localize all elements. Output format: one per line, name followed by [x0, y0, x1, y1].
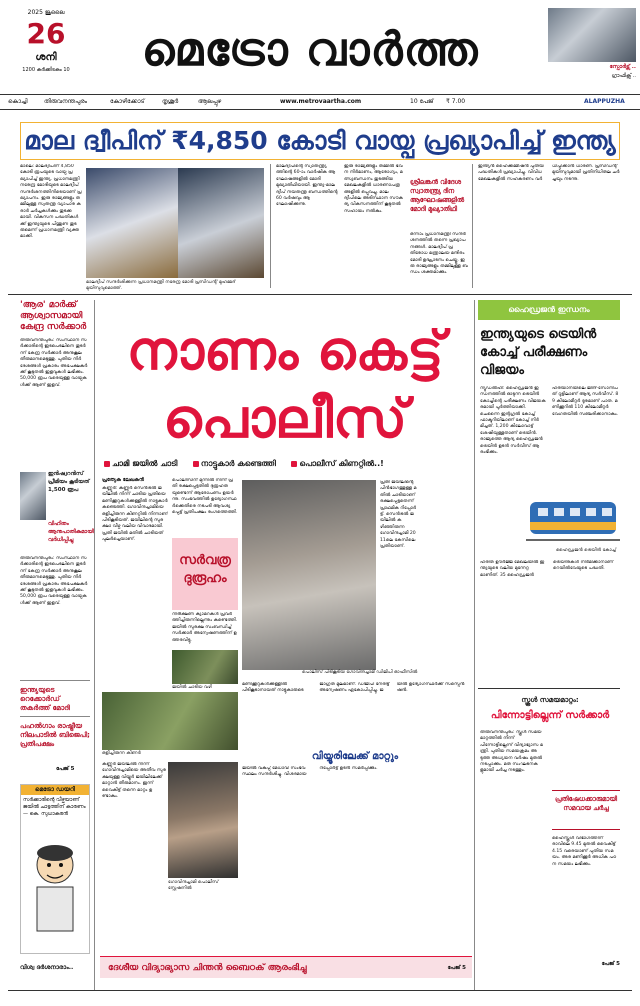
date-year: 2025 ജൂലൈ — [27, 9, 65, 16]
masthead: മെട്രോ വാർത്ത — [141, 22, 479, 76]
lead-pull-text: സർവത്ര ദുരൂഹം — [179, 553, 231, 586]
left-brief1-text: തിരുവനന്തപുരം: സംസ്ഥാന സർക്കാരിന്റെ ഇടപെടലിനെ തുടർന്ന് കേന്ദ്ര സർക്കാർ അനുകൂല തീരുമാനമെടുത്തു. പുതിയ നിർദേശങ്ങൾ പ്രകാരം അപേക്ഷകർക്ക് കൂടുതൽ ഇളവുകൾ ലഭിക്കും. 50,000 രൂപ വരെയുള്ള വായ്പകൾക്ക് ആണ് ഇളവ്. — [20, 338, 88, 388]
lead-caption-main: പൊലീസ് പിടികൂടിയ ഗോവിന്ദച്ചാമി ഡിജിപി ഓഫീസിൽ — [302, 670, 418, 675]
top-story-col3: ഇരു രാജ്യങ്ങളും തമ്മിൽ ഭവന നിർമാണം, ആരോഗ്യം, മത്സ്യബന്ധനം തുടങ്ങിയ മേഖലകളിൽ ധാരണാപത്രങ്ങളിൽ ഒപ്പുവച്ചു. മാലദ്വീപിലെ അടിസ്ഥാന സൗകര്യ വികസനത്തിന് കൂടുതൽ സഹായം നൽകും. — [344, 164, 403, 214]
lead-bottom-text: ദേശീയ വിദ്യാഭ്യാസ ചിന്തൻ ബൈഠക് ആരംഭിച്ചു — [108, 963, 307, 973]
left-stat1: ഇൻഷ്വറൻസ് പ്രീമിയം കൂടിയത് 1,500 രൂപ — [48, 471, 90, 493]
left-brief-photo — [20, 472, 46, 520]
cartoon-text: സർക്കാരിന്റെ വീഴ്ചയാണ് ജയിൽ ചാട്ടത്തിന് കാരണം — കെ. സുധാകരൻ — [23, 797, 86, 817]
siren-icon — [104, 461, 110, 467]
right-col2: ഹരിയാനയിലെ ജിന്ദ്-സോനിപത് റൂട്ടിലാണ് ആദ്യ സർവീസ്. 89 കിലോമീറ്റർ ദൂരമാണ് പാത. മണിക്കൂറിൽ 110 കിലോമീറ്റർ വേഗതയിൽ സഞ്ചരിക്കാനാകും. — [552, 386, 619, 417]
ear-photo — [548, 8, 636, 62]
edition-tsr[interactable]: തൃശൂർ — [162, 98, 179, 105]
lead-bottom-bar[interactable] — [100, 956, 472, 978]
right-col1: ന്യൂഡൽഹി: ഹൈഡ്രജൻ ഇന്ധനത്തിൽ ഓടുന്ന ട്രെയിൻ കോച്ചിന്റെ പരീക്ഷണം വിജയകരമായി പൂർത്തിയാക്കി. ചെന്നൈ ഇന്റഗ്രൽ കോച്ച് ഫാക്ടറിയിലാണ് കോച്ച് നിർമിച്ചത്. 1,200 കിലോവാട്ട് ശേഷിയുള്ളതാണ് ട്രെയിൻ. രാജ്യത്തെ ആദ്യ ഹൈഡ്രജൻ ട്രെയിൻ ഉടൻ സർവീസ് ആരംഭിക്കും. — [480, 386, 546, 456]
edition-name: ALAPPUZHA — [584, 98, 625, 105]
lead-col3: പ്രതി ജയിലിന്റെ പിൻഭാഗത്തുള്ള മതിൽ ചാടിയാണ് രക്ഷപ്പെട്ടതെന്ന് പ്രാഥമിക റിപ്പോർട്ട്. സെൻട്രൽ ജയിലിൽ കഴിഞ്ഞിരുന്ന ഗോവിന്ദച്ചാമി 2011ലെ കേസിലെ പ്രതിയാണ്. — [380, 480, 417, 550]
lead-bottom-ref: പേജ് 5 — [447, 965, 466, 971]
top-photo-muizzu — [178, 168, 264, 278]
day-name: ശനി — [35, 52, 57, 63]
left-brief1-title[interactable]: 'ആര' മാർക്ക് ആശ്വാസമായി കേന്ദ്ര സർക്കാർ — [20, 300, 87, 332]
lead-caption-well: ഒളിച്ചിരുന്ന കിണർ — [102, 751, 141, 756]
train-caption: ഹൈഡ്രജൻ ട്രെയിൻ കോച്ച് — [555, 548, 617, 553]
ear-label: സ്പോർട്സ് .. — [609, 64, 636, 70]
lead-caption-prisoner: ഗോവിന്ദച്ചാമി പൊലീസ് സ്റ്റേഷനിൽ — [168, 880, 219, 891]
cartoon-title: മെട്രോ ഡയറി — [21, 785, 89, 795]
edition-alp[interactable]: ആലപ്പുഴ — [198, 98, 222, 105]
malayalam-date: 1200 കർക്കിടകം 10 — [22, 67, 70, 73]
lead-subhead-2: നാട്ടുകാർ കണ്ടെത്തി — [200, 459, 276, 468]
ear-panel[interactable] — [548, 8, 636, 88]
edition-kkd[interactable]: കോഴിക്കോട് — [110, 98, 145, 105]
right-col5: ഹൈസ്കൂൾ വിഭാഗത്തിന് രാവിലെ 9.45 മുതൽ വൈകിട്ട് 4.15 വരെയാണ് പുതിയ സമയം. അര മണിക്കൂർ അധിക പഠന സമയം ലഭിക്കും. — [552, 836, 617, 867]
lead-headline-1[interactable]: നാണം കെട്ട് — [126, 319, 444, 382]
price: ₹ 7.00 — [446, 98, 466, 105]
right-col4: തിരുവനന്തപുരം: സ്കൂൾ സമയമാറ്റത്തിൽ നിന്ന് പിന്നോട്ടില്ലെന്ന് വിദ്യാഭ്യാസ മന്ത്രി. പുതിയ സമയക്രമം അടുത്ത അധ്യയന വർഷം മുതൽ നടപ്പാക്കും. മത സംഘടനകളുമായി ചർച്ച നടത്തും. — [480, 730, 543, 774]
top-story-col5: ഇന്ത്യൻ ഹൈക്കമ്മീഷൻ പുതിയ പദ്ധതികൾ പ്രഖ്യാപിച്ചു. വിവിധ മേഖലകളിൽ സഹകരണം വർധിപ്പിക്കാൻ ധാരണ. പ്രസിഡന്റ് മുയിസുവുമായി പ്രതിനിധിതല ചർച്ചയും നടന്നു. — [478, 164, 620, 182]
lead-subhead-3: പൊലീസ് കിണറ്റിൽ..! — [299, 459, 384, 468]
lead-col1: കണ്ണൂർ: കണ്ണൂർ സെൻട്രൽ ജയിലിൽ നിന്ന് ചാടിയ പ്രതിയെ മണിക്കൂറുകൾക്കുള്ളിൽ നാട്ടുകാർ കണ്ടെത്തി. ഗോവിന്ദച്ചാമിയെ ഒളിച്ചിരുന്ന കിണറ്റിൽ നിന്നാണ് പിടികൂടിയത്. ജയിലിന്റെ സുരക്ഷാ വീഴ്ച വലിയ വിവാദമായി. പ്രതി ജയിൽ മതിൽ ചാടിയത് പുലർച്ചെയാണ്. — [102, 486, 168, 543]
lead-photo-prisoner — [168, 762, 238, 878]
right-section-label: ഹൈഡ്രജൻ ഇന്ധനം — [508, 305, 590, 314]
left-page-ref[interactable]: പേജ് 5 — [56, 766, 75, 772]
lead-col4: മണിക്കൂറുകൾക്കുള്ളിൽ പിടികൂടാനായത് നാട്ടുകാരുടെ ജാഗ്രത മൂലമാണ്. ഡിജിപി നേരിട്ട് അന്വേഷണം ഏകോപിപ്പിച്ചു. ജയിൽ ഉദ്യോഗസ്ഥർക്ക് സസ്പെൻഷൻ. — [242, 682, 465, 694]
top-story-col1: മാലെ: മാലദ്വീപിന് 4,850 കോടി രൂപയുടെ വായ്പ പ്രഖ്യാപിച്ച് ഇന്ത്യ. പ്രധാനമന്ത്രി നരേന്ദ്ര മോദിയുടെ മാലദ്വീപ് സന്ദർശനത്തിനിടെയാണ് പ്രഖ്യാപനം. ഇരു രാജ്യങ്ങളും തമ്മിലുള്ള സ്വതന്ത്ര വ്യാപാര കരാർ ചർച്ചകൾക്കും തുടക്കമായി. വികസന പദ്ധതികൾക്ക് ഇന്ത്യയുടെ പിന്തുണ തുടരുമെന്ന് പ്രധാനമന്ത്രി വ്യക്തമാക്കി. — [20, 164, 82, 240]
right-pull: പ്രതിഷേധക്കാരുമായി സമവായ ചർച്ച — [552, 790, 620, 830]
banner-headline[interactable]: മാല ദ്വീപിന് ₹4,850 കോടി വായ്പ പ്രഖ്യാപിച്ച് ഇന്ത്യ — [20, 122, 620, 160]
ear-sub: ഗ്രാഫിക്സ് .. — [611, 73, 636, 79]
right-page-ref[interactable]: പേജ് 5 — [601, 961, 620, 967]
train-image — [526, 482, 620, 548]
lead-col2b: നിരീക്ഷണ ക്യാമറകൾ പ്രവർത്തിച്ചിരുന്നില്ലെന്നും കണ്ടെത്തി. ജയിൽ സുരക്ഷ സംബന്ധിച്ച് സർക്കാർ അന്വേഷണത്തിന് ഉത്തരവിട്ടു. — [172, 612, 238, 643]
cartoon-box — [20, 784, 90, 954]
left-brief3[interactable]: പഹൽഗാം രാഷ്ട്രീയ നിലപാടിൽ ബിജെപി; പ്രതിപക്ഷം — [20, 722, 90, 748]
right-col3: ഹരിത ഊർജ്ജ മേഖലയിൽ ഇന്ത്യയുടെ വലിയ മുന്നേറ്റമാണിത്. 35 ഹൈഡ്രജൻ ട്രെയിനുകൾ നിർമിക്കാനാണ് റെയിൽവേയുടെ പദ്ധതി. — [480, 560, 614, 578]
left-stat2: വിഹിതം ആനുപാതികമായി വർധിപ്പിച്ചു — [48, 521, 94, 543]
right-headline2[interactable]: പിന്നോട്ടില്ലെന്ന് സർക്കാർ — [490, 710, 610, 721]
top-story-col2: മാലദ്വീപിന്റെ സ്വാതന്ത്ര്യത്തിന്റെ 60-ാം വാർഷിക ആഘോഷങ്ങളിൽ മോദി മുഖ്യാതിഥിയായി. ഇന്ത്യ-മാലദ്വീപ് നയതന്ത്ര ബന്ധത്തിന്റെ 60 വർഷവും ആഘോഷിക്കുന്നു. — [276, 164, 338, 208]
top-story-caption: മാലദ്വീപ് സന്ദർശിക്കുന്ന പ്രധാനമന്ത്രി നരേന്ദ്ര മോദി പ്രസിഡന്റ് മുഹമ്മദ് മുയിസുവുമൊത്ത്. — [86, 280, 236, 291]
lead-byline: പ്രത്യേക ലേഖകൻ — [102, 477, 144, 483]
edition-date — [8, 8, 84, 88]
left-brief2[interactable]: ഇന്ത്യയുടെ റെക്കോർഡ് തകർത്ത് മോദി — [20, 686, 70, 712]
page-count: 10 പേജ് — [410, 98, 434, 105]
top-story-col4: ഒന്നാം പ്രധാനമന്ത്രി സന്ദർശനത്തിൽ തന്നെ പ്രഖ്യാപനങ്ങൾ. മാലദ്വീപ് പ്രതിരോധ മന്ത്രാലയ മന്ദിരം മോദി ഉദ്ഘാടനം ചെയ്തു. ഇരു രാജ്യങ്ങളും തമ്മിലുള്ള ബന്ധം ശക്തമാക്കും. — [410, 232, 468, 276]
lead-subhead-1: ചാമി ജയിൽ ചാടി — [112, 459, 178, 468]
top-photo-modi — [86, 168, 178, 278]
cartoon-drawing — [21, 831, 89, 941]
top-story-pullquote: ശ്രീലങ്കൻ വിദേശ സ്വാതന്ത്ര്യ ദിന ആഘോഷങ്ങളിൽ മോദി മുഖ്യാതിഥി — [410, 178, 464, 213]
lead-headline-2[interactable]: പൊലീസ് — [162, 387, 408, 450]
lead-col5: കണ്ണൂർ ജയിലിൽ നിന്ന് ഗോവിന്ദച്ചാമിയെ അതീവ സുരക്ഷയുള്ള വിയ്യൂർ ജയിലിലേക്ക് മാറ്റാൻ തീരുമാനം. ഇന്ന് വൈകിട്ട് തന്നെ മാറ്റം ഉണ്ടാകും. — [102, 762, 166, 800]
lead-col6: ജയിൽ വകുപ്പ് മേധാവി സംഭവസ്ഥലം സന്ദർശിച്ചു. വിശദമായ റിപ്പോർട്ട് ഉടൻ സമർപ്പിക്കും. — [242, 766, 378, 778]
siren-icon — [193, 461, 199, 467]
right-headline[interactable]: ഇന്ത്യയുടെ ട്രെയിൻ കോച്ച് പരീക്ഷണം വിജയം — [480, 327, 597, 378]
date-day: 26 — [26, 17, 66, 50]
lead-photo-wall — [172, 650, 238, 684]
siren-icon — [291, 461, 297, 467]
lead-pull-box — [172, 538, 238, 610]
left-footer: വിശ്വ ദർശനാരാം.. — [20, 964, 74, 971]
edition-bar — [0, 94, 640, 110]
edition-kochi[interactable]: കൊച്ചി — [8, 98, 28, 105]
website-link[interactable]: www.metrovaartha.com — [280, 98, 362, 105]
lead-subhead-bottom[interactable]: വിയ്യൂരിലേക്ക് മാറ്റും — [311, 751, 399, 762]
lead-photo-well — [102, 692, 238, 750]
right-section-bar — [478, 300, 620, 320]
lead-subheads — [104, 456, 474, 472]
lead-col2: പൊലീസിന് മുന്നിൽ നിന്ന് പ്രതി രക്ഷപ്പെട്ടതിൽ ദുരൂഹതയുണ്ടെന്ന് ആരോപണം ഉയർന്നു. സംഭവത്തിൽ ഉദ്യോഗസ്ഥർക്കെതിരെ നടപടി ആവശ്യപ്പെട്ട് പ്രതിപക്ഷം രംഗത്തെത്തി. — [172, 478, 238, 516]
left-brief1-more: തിരുവനന്തപുരം: സംസ്ഥാന സർക്കാരിന്റെ ഇടപെടലിനെ തുടർന്ന് കേന്ദ്ര സർക്കാർ അനുകൂല തീരുമാനമെടുത്തു. പുതിയ നിർദേശങ്ങൾ പ്രകാരം അപേക്ഷകർക്ക് കൂടുതൽ ഇളവുകൾ ലഭിക്കും. 50,000 രൂപ വരെയുള്ള വായ്പകൾക്ക് ആണ് ഇളവ്. — [20, 556, 88, 606]
lead-photo-main — [242, 480, 376, 670]
right-section2: സ്കൂൾ സമയമാറ്റം: — [521, 696, 579, 704]
lead-caption-wall: ജയിൽ ചാടിയ വഴി — [172, 685, 212, 690]
edition-tvm[interactable]: തിരുവനന്തപുരം — [44, 98, 88, 105]
